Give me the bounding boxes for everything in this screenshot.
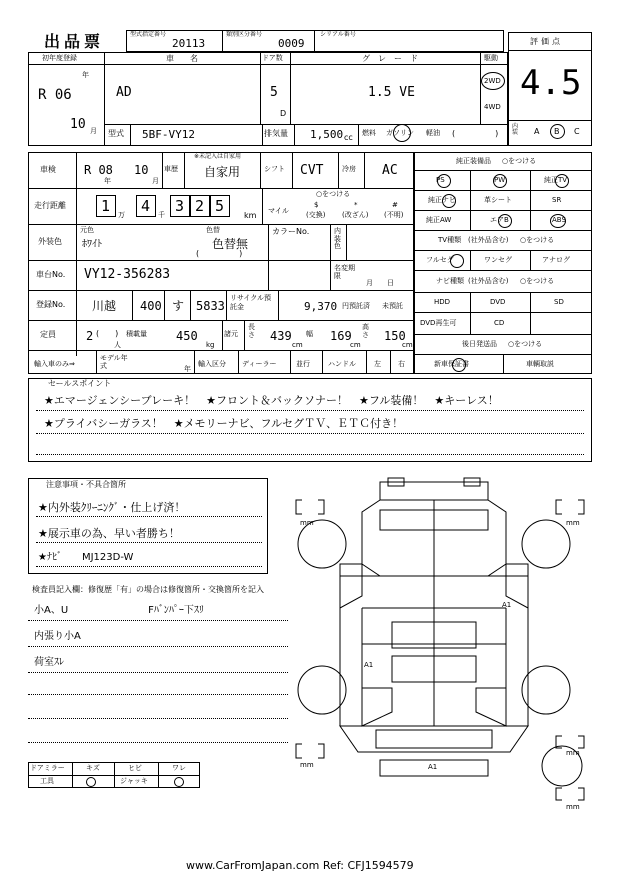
mileage-man: 万 — [118, 211, 125, 219]
interior-grade-a: A — [534, 127, 540, 136]
legend-break: ワレ — [172, 764, 186, 772]
use-label: 車歴 — [164, 165, 178, 173]
later-manual: 車輌取説 — [526, 360, 554, 368]
tv-fullseg: フルセグ — [426, 256, 454, 264]
later-label: 後日発送品 — [462, 340, 497, 348]
tv-oneseg: ワンセグ — [484, 256, 512, 264]
notes-label: 注意事項・不具合箇所 — [46, 480, 126, 489]
width-label: 幅 — [306, 330, 313, 338]
handle-right: 右 — [398, 360, 405, 368]
equip-pw-circle — [493, 174, 507, 188]
tire-rl-mm: mm — [300, 761, 314, 769]
equip-airbag: エアB — [490, 216, 509, 224]
shift-value: CVT — [300, 163, 324, 178]
drive-2wd-circle — [481, 72, 505, 90]
displacement-label: 排気量 — [264, 129, 288, 138]
rating-label: 評価点 — [530, 37, 563, 46]
navi-note: (社外品含む) — [468, 277, 509, 285]
equip-abs: ABS — [552, 216, 566, 224]
reg-class: 400 — [140, 299, 162, 313]
grade-value: 1.5 VE — [368, 85, 415, 100]
length-value: 439 — [270, 329, 292, 343]
width-unit: cm — [350, 341, 361, 349]
navi-label: ナビ種類 — [436, 277, 464, 285]
hood-top — [380, 482, 488, 500]
legend-tools-circle — [86, 777, 96, 787]
mileage-label: 走行距離 — [34, 201, 66, 210]
navi-dvd-play: DVD再生可 — [420, 319, 457, 327]
tv-circle-note: ○をつける — [520, 236, 555, 244]
category-label: 類別区分番号 — [226, 31, 263, 38]
tv-fullseg-circle — [450, 254, 464, 268]
equip-sr: SR — [552, 196, 562, 204]
sales-line-1: ★エマージェンシーブレーキ！ ★フロント＆バックソナー！ ★フル装備！ ★キーレス！ — [44, 394, 499, 407]
doors-label: ドア数 — [262, 54, 283, 62]
drive-2wd: 2WD — [484, 77, 501, 85]
tamper-label: (改ざん) — [342, 211, 369, 219]
equip-leather: 革シート — [484, 196, 512, 204]
recycle-note: 円預託済 — [342, 302, 370, 310]
legend-jack-circle — [174, 777, 184, 787]
model-designation-value: 20113 — [172, 37, 206, 50]
genuine-label: 純正装備品 — [456, 157, 491, 165]
first-reg-year-unit: 年 — [82, 71, 89, 79]
interior-label: 内装 — [512, 123, 519, 136]
import-class-label: 輸入区分 — [198, 360, 226, 368]
notes-line-3: ★ﾅﾋﾞ MJ123D-W — [38, 552, 134, 563]
later-warranty-circle — [452, 358, 466, 372]
inspector-line-2: 内張り小A — [34, 631, 81, 642]
dealer-label: ディーラー — [242, 360, 277, 368]
reg-label: 登録No. — [36, 300, 66, 309]
inspector-line-1: 小A、U Fﾊﾞﾝﾊﾟｰ下ｽﾘ — [34, 605, 204, 616]
equip-pw: PW — [494, 176, 506, 184]
tv-analog: アナログ — [542, 256, 570, 264]
fuel-gas-circle — [393, 124, 411, 142]
interior-color-label: 内装色 — [334, 227, 341, 251]
height-unit: cm — [402, 341, 413, 349]
tv-note: (社外品含む) — [468, 236, 509, 244]
car-damage-diagram — [280, 476, 600, 816]
notes-line-1: ★内外装ｸﾘｰﾆﾝｸﾞ・仕上げ済！ — [38, 501, 186, 514]
equip-navi-circle — [442, 194, 456, 208]
displacement-value: 1,500 — [310, 128, 344, 141]
inspection-label: 車検 — [40, 165, 56, 174]
footer-reference: www.CarFromJapan.com Ref: CFJ1594579 — [186, 859, 414, 872]
capacity-value: 2 — [86, 329, 94, 343]
model-year-unit: 年 — [184, 365, 191, 373]
equip-ps-circle — [437, 174, 451, 188]
tire-rear-left — [298, 666, 346, 714]
load-label: 積載量 — [126, 330, 147, 338]
navi-dvd: DVD — [490, 298, 506, 306]
swap-label: (交換) — [306, 211, 326, 219]
first-reg-label: 初年度登録 — [42, 54, 77, 62]
first-reg-month: 10 — [70, 117, 86, 132]
ac-label: 冷房 — [342, 165, 356, 173]
tv-label: TV種類 — [438, 236, 462, 244]
unknown-label: (不明) — [384, 211, 404, 219]
interior-grade-b: B — [554, 127, 560, 136]
recycle-value: 9,370 — [304, 300, 338, 313]
inspector-line-3: 荷室ｽﾚ — [34, 657, 64, 668]
fuel-gas: ガソリン — [386, 129, 414, 137]
length-unit: cm — [292, 341, 303, 349]
navi-sd: SD — [554, 298, 564, 306]
genuine-note: ○をつける — [502, 157, 537, 165]
handle-left: 左 — [374, 360, 381, 368]
later-circle-note: ○をつける — [508, 340, 543, 348]
mile-label: マイル — [268, 207, 289, 215]
width-value: 169 — [330, 329, 352, 343]
inspection-year-unit: 年 — [104, 177, 111, 185]
capacity-label: 定員 — [40, 330, 56, 339]
mileage-digit-1: 1 — [101, 197, 111, 215]
tire-front-right — [522, 520, 570, 568]
mileage-digit-2: 4 — [141, 197, 151, 215]
serial-label: シリアル番号 — [320, 31, 356, 38]
equip-tv-circle — [555, 174, 569, 188]
first-reg-month-unit: 月 — [90, 127, 97, 135]
legend-door-mirror: ドアミラー — [30, 764, 65, 772]
legend-tools: 工具 — [40, 777, 54, 785]
navi-cd: CD — [494, 319, 505, 327]
doors-value: 5 — [270, 85, 278, 100]
legend-scratch: キズ — [86, 764, 100, 772]
sales-line-2: ★プライバシーガラス！ ★メモリーナビ、フルセグＴＶ、ＥＴＣ付き！ — [44, 417, 404, 430]
color-label: 外装色 — [38, 237, 62, 246]
fuel-label: 燃料 — [362, 129, 376, 137]
load-value: 450 — [176, 329, 198, 343]
mileage-digit-5: 5 — [215, 197, 225, 215]
legend-crack: ヒビ — [128, 764, 142, 772]
parallel-label: 並行 — [296, 360, 310, 368]
model-year-label: モデル年式 — [100, 354, 128, 371]
orig-color-value: ﾎﾜｲﾄ — [82, 239, 102, 250]
tire-rr-mm: mm — [566, 749, 580, 757]
tire-fl-mm: mm — [300, 519, 314, 527]
document-title: 出品票 — [44, 32, 105, 51]
equip-navi: 純正ナビ — [428, 196, 456, 204]
capacity-unit: 人 — [114, 341, 121, 349]
name-change-date: 月 日 — [366, 279, 394, 287]
mileage-sen: 千 — [158, 211, 165, 219]
height-value: 150 — [384, 329, 406, 343]
notes-line-2: ★展示車の為、早い者勝ち！ — [38, 527, 180, 540]
displacement-unit: cc — [344, 133, 353, 142]
drive-label: 駆動 — [484, 54, 498, 62]
height-label: 高さ — [362, 323, 369, 339]
model-value: 5BF-VY12 — [142, 128, 195, 141]
reg-area: 川越 — [92, 299, 117, 313]
door-type: D — [280, 109, 287, 118]
color-no-label: カラーNo. — [272, 227, 310, 236]
chassis-label: 車台No. — [36, 270, 66, 279]
mileage-km: km — [244, 211, 257, 220]
grade-label: グレード — [362, 54, 426, 63]
model-label: 型式 — [108, 129, 124, 138]
first-reg-year: R 06 — [38, 87, 72, 103]
load-unit: kg — [206, 341, 215, 349]
car-name-label: 車名 — [166, 54, 214, 63]
mileage-digit-3: 3 — [175, 197, 185, 215]
recycle-unpaid: 未預託 — [382, 302, 403, 310]
equip-abs-circle — [550, 214, 566, 228]
import-label: 輸入車のみ⇒ — [34, 360, 75, 368]
equip-aw: 純正AW — [426, 216, 452, 224]
equip-ps: PS — [436, 176, 445, 184]
tamper-mark: * — [354, 201, 358, 209]
spare-mm: mm — [566, 803, 580, 811]
inspector-label: 検査員記入欄：修復歴「有」の場合は修復箇所・交換箇所を記入 — [32, 585, 264, 594]
rear-gate — [376, 730, 492, 748]
later-warranty: 新車保証書 — [434, 360, 469, 368]
name-change-label: 名変期限 — [334, 264, 355, 281]
interior-grade-c: C — [574, 127, 580, 136]
category-value: 0009 — [278, 37, 305, 50]
model-designation-label: 型式指定番号 — [130, 31, 167, 38]
chassis-value: VY12-356283 — [84, 267, 171, 282]
sales-label: セールスポイント — [48, 379, 112, 388]
shift-label: シフト — [264, 165, 285, 173]
damage-mark-side: A1 — [502, 601, 512, 609]
drive-4wd: 4WD — [484, 103, 501, 111]
navi-hdd: HDD — [434, 298, 451, 306]
damage-mark-bumper: A1 — [428, 763, 438, 771]
tire-rear-right — [522, 666, 570, 714]
legend-jack: ジャッキ — [120, 777, 148, 785]
reg-kana: す — [172, 299, 185, 313]
ac-value: AC — [382, 163, 398, 178]
mileage-note: ○をつける — [316, 190, 351, 198]
equip-airbag-circle — [498, 214, 512, 228]
equip-tv: 純正TV — [544, 176, 568, 184]
dims-label: 諸元 — [224, 330, 238, 338]
use-note: ※未記入は自家用 — [194, 153, 242, 160]
inspection-month-unit: 月 — [152, 177, 159, 185]
color-change-label: 色替 — [206, 226, 220, 234]
handle-label: ハンドル — [328, 360, 356, 368]
recycle-label: リサイクル預託金 — [230, 294, 272, 312]
use-value: 自家用 — [204, 165, 241, 179]
tire-fr-mm: mm — [566, 519, 580, 527]
swap-mark: $ — [314, 201, 319, 209]
fuel-diesel: 軽油 — [426, 129, 440, 137]
length-label: 長さ — [248, 323, 255, 339]
mileage-digit-4: 2 — [195, 197, 205, 215]
color-change-value: 色替無 — [212, 237, 249, 251]
unknown-mark: # — [392, 201, 398, 209]
interior-grade-circle — [550, 124, 565, 139]
inspection-value: R 08 — [84, 163, 113, 177]
car-name: AD — [116, 85, 132, 100]
navi-circle-note: ○をつける — [520, 277, 555, 285]
rating-value: 4.5 — [520, 63, 582, 103]
reg-number: 5833 — [196, 299, 225, 313]
tire-front-left — [298, 520, 346, 568]
orig-color-label: 元色 — [80, 226, 94, 234]
inspection-month: 10 — [134, 163, 149, 177]
damage-mark-rear-left: A1 — [364, 661, 374, 669]
